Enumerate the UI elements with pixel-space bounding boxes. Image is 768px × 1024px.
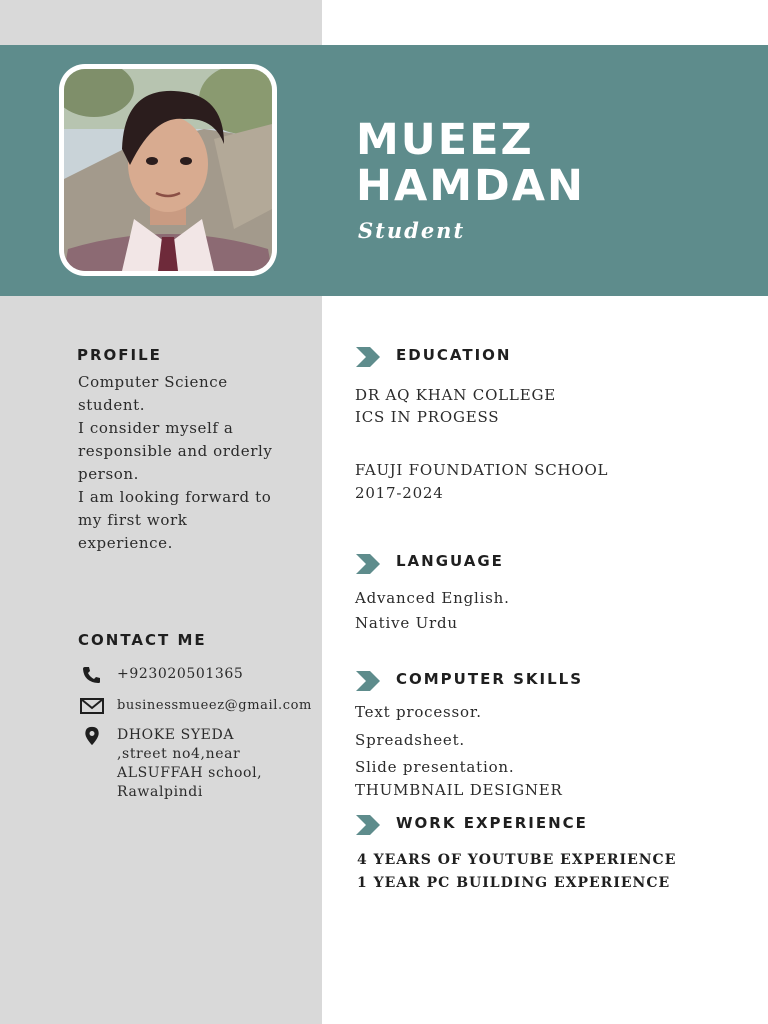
profile-line: experience. [78, 534, 173, 552]
profile-photo-illustration [64, 69, 272, 271]
profile-heading: PROFILE [77, 346, 162, 364]
profile-line: I am looking forward to [78, 488, 272, 506]
experience-item: 4 YEARS OF YOUTUBE EXPERIENCE [357, 852, 677, 868]
profile-line: Computer Science [78, 373, 228, 391]
profile-line: I consider myself a [78, 419, 234, 437]
skill-item: Spreadsheet. [355, 731, 465, 749]
skill-item: Text processor. [355, 703, 482, 721]
profile-line: responsible and orderly [78, 442, 273, 460]
language-heading: LANGUAGE [396, 552, 504, 570]
contact-heading: CONTACT ME [78, 631, 207, 649]
address-line: ,street no4,near [117, 746, 241, 762]
education-school: FAUJI FOUNDATION SCHOOL [355, 461, 609, 479]
location-pin-icon [80, 726, 104, 746]
address-line: ALSUFFAH school, [117, 765, 263, 781]
skill-item: Slide presentation. [355, 758, 515, 776]
contact-address [117, 726, 287, 802]
computer-skills-heading: COMPUTER SKILLS [396, 670, 584, 688]
phone-icon [80, 665, 104, 685]
person-name [356, 117, 585, 209]
person-role: Student [358, 218, 466, 243]
chevron-right-icon [356, 671, 382, 691]
skill-item: THUMBNAIL DESIGNER [355, 781, 563, 799]
profile-line: person. [78, 465, 140, 483]
chevron-right-icon [356, 815, 382, 835]
profile-text [78, 371, 278, 555]
education-school: DR AQ KHAN COLLEGE [355, 386, 556, 404]
profile-photo [64, 69, 272, 271]
profile-line: my first work [78, 511, 188, 529]
chevron-right-icon [356, 554, 382, 574]
education-heading: EDUCATION [396, 346, 512, 364]
chevron-right-icon [356, 347, 382, 367]
address-line: Rawalpindi [117, 784, 203, 800]
contact-phone: +923020501365 [117, 666, 244, 682]
education-detail: 2017-2024 [355, 484, 444, 502]
work-experience-heading: WORK EXPERIENCE [396, 814, 588, 832]
address-line: DHOKE SYEDA [117, 727, 235, 743]
profile-line: student. [78, 396, 146, 414]
language-item: Advanced English. [355, 589, 510, 607]
language-item: Native Urdu [355, 614, 458, 632]
last-name: HAMDAN [356, 161, 586, 211]
education-detail: ICS IN PROGESS [355, 408, 500, 426]
envelope-icon [80, 696, 104, 716]
contact-email[interactable]: businessmueez@gmail.com [117, 698, 312, 713]
first-name: MUEEZ [356, 115, 534, 165]
profile-photo-frame [59, 64, 277, 276]
experience-item: 1 YEAR PC BUILDING EXPERIENCE [357, 875, 671, 891]
